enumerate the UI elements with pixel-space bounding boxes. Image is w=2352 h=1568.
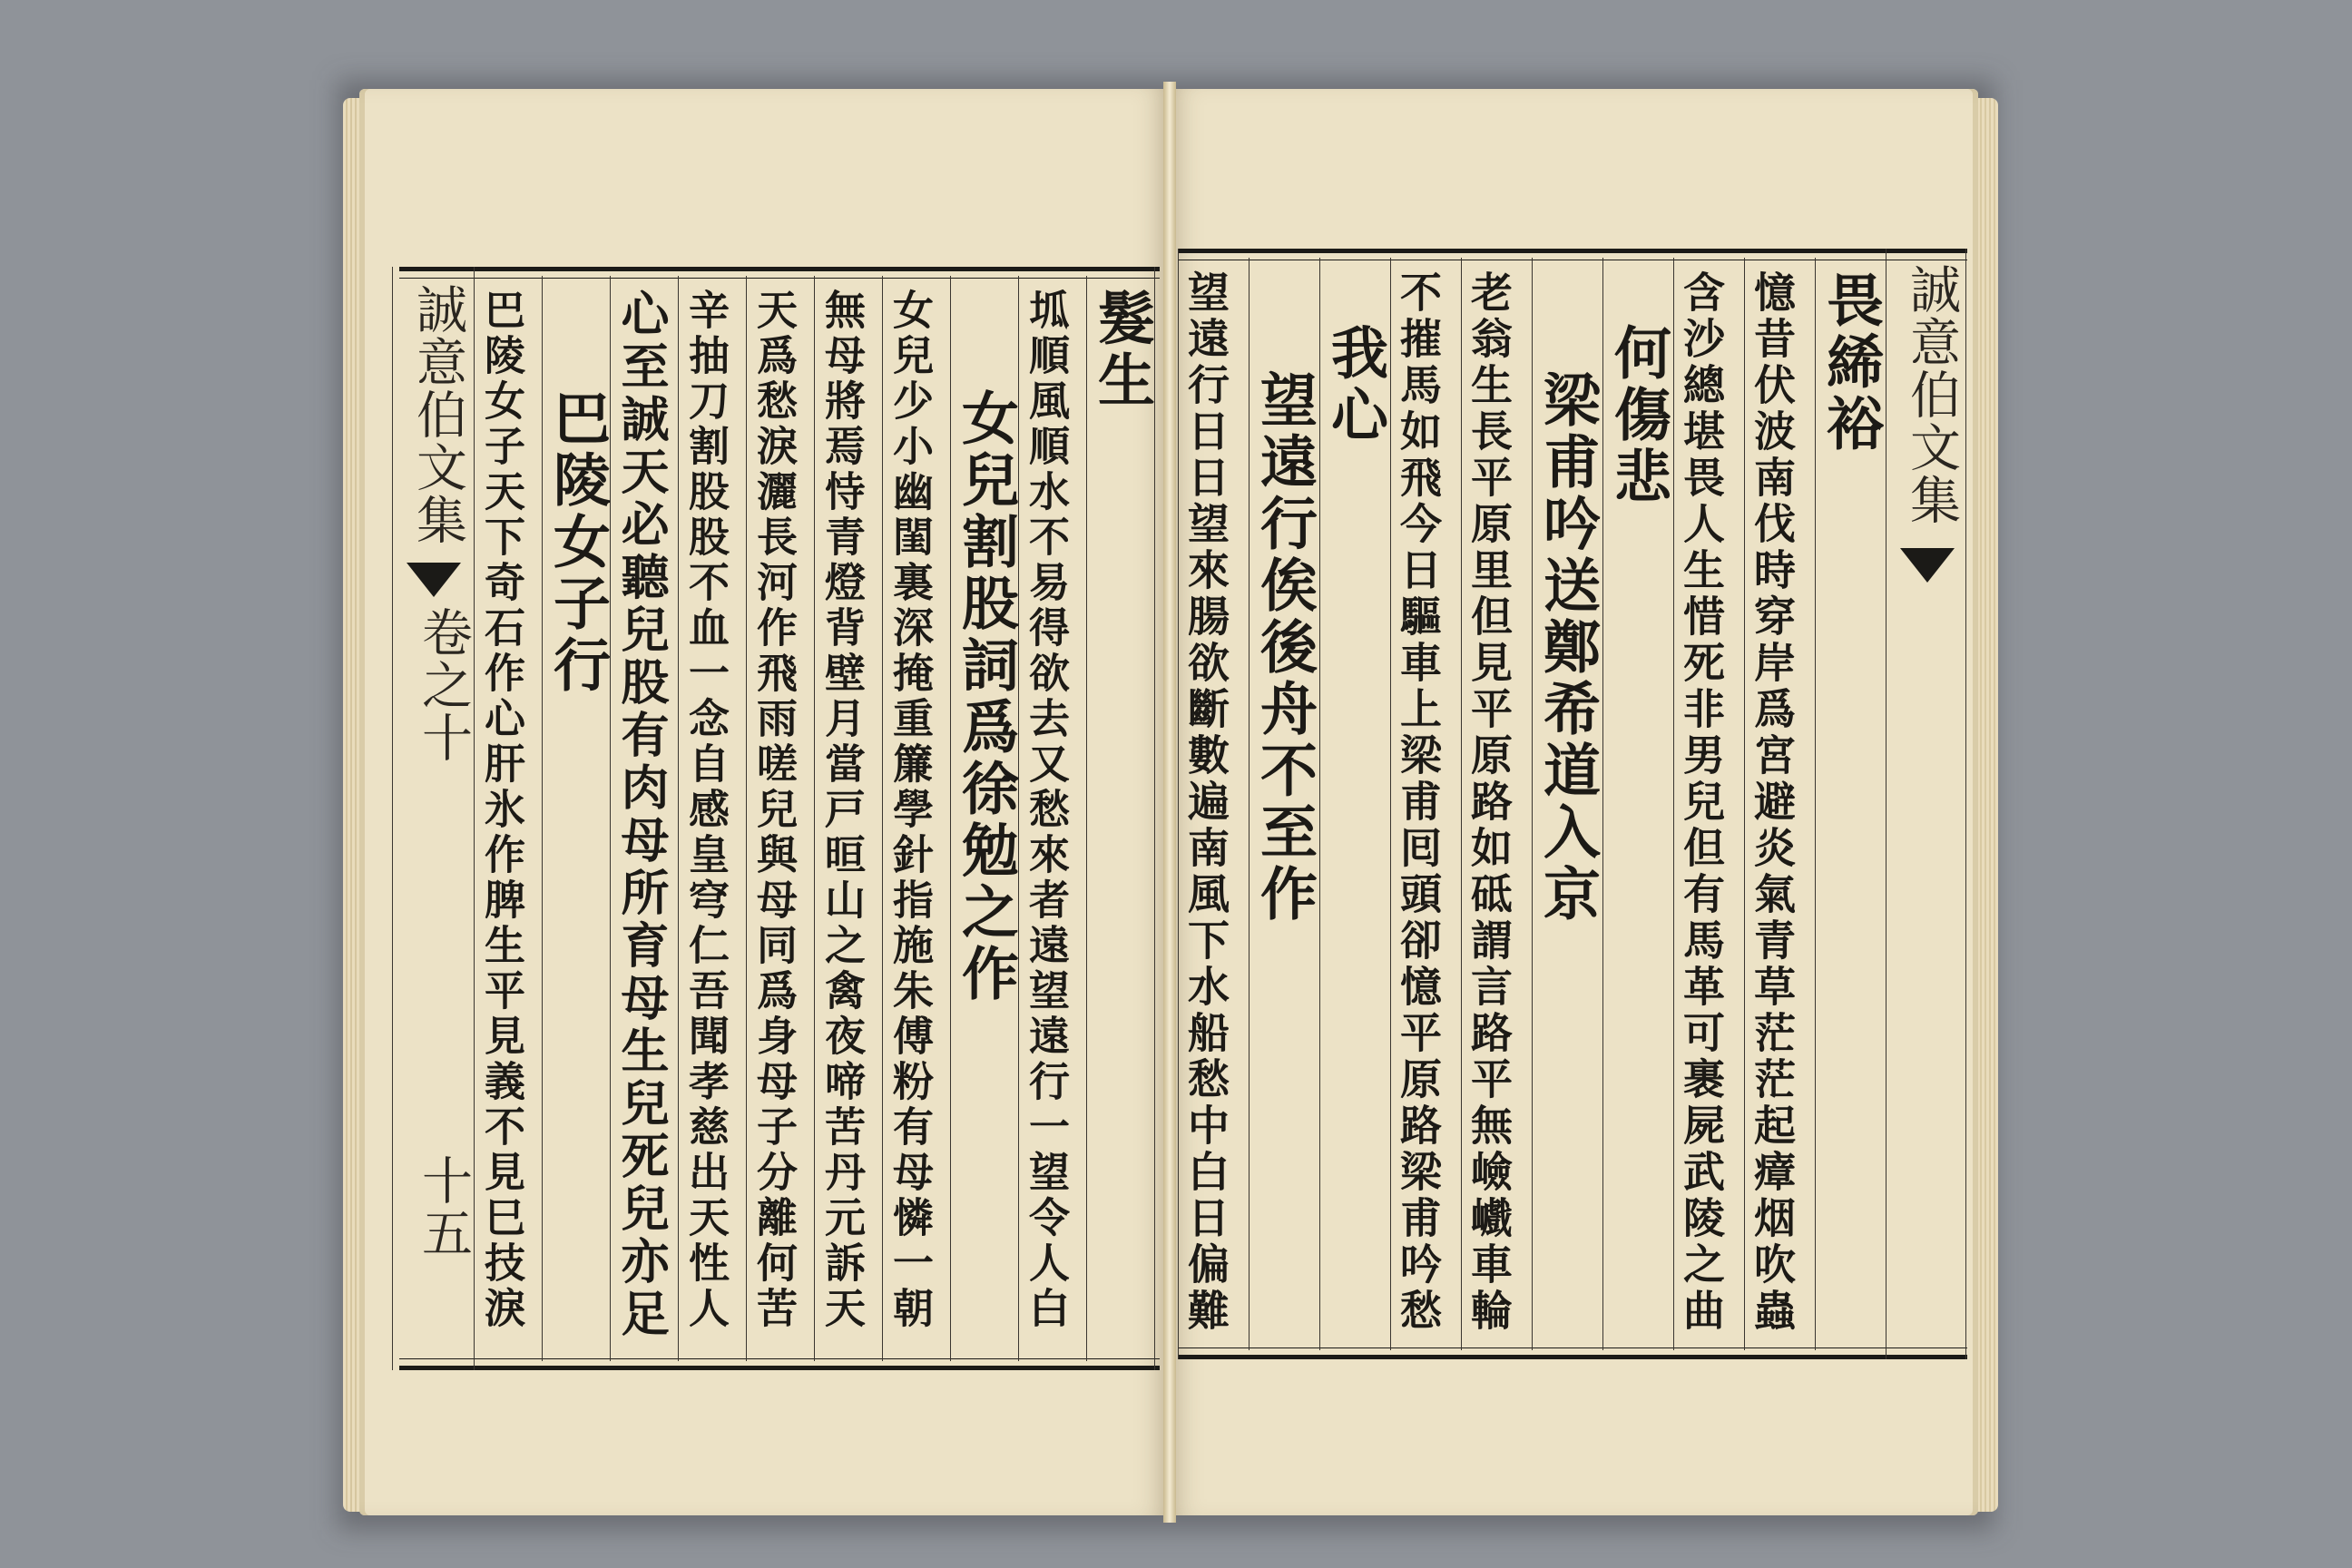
text-column: 坬順風順水不易得欲去又愁來者遠望遠行一望令人白	[1022, 289, 1070, 1332]
fish-tail-mark-left	[407, 563, 461, 597]
text-column: 畏絺裕	[1818, 270, 1885, 456]
left-frame-edge	[1154, 267, 1155, 1370]
column-rule	[1390, 258, 1391, 1350]
column-rule	[882, 276, 883, 1361]
text-column: 心至誠天必聽兒股有肉母所育母生兒死兒亦足	[613, 289, 670, 1341]
text-column: 我心	[1322, 323, 1389, 446]
left-margin-title: 誠意伯文集	[408, 283, 467, 546]
column-rule	[1602, 258, 1603, 1350]
text-column: 梁甫吟送鄭希道入京	[1534, 370, 1602, 926]
column-rule	[814, 276, 815, 1361]
text-column: 辛抽刀割股股不血一念自感皇穹仁吾聞孝慈出天性人	[681, 289, 730, 1332]
text-column: 巴陵女子天下奇石作心肝氷作脾生平見義不見巳技淚	[477, 289, 525, 1332]
text-column: 天爲愁淚灑長河作飛雨嗟兒與母同爲身母子分離何苦	[750, 289, 798, 1332]
text-column: 不摧馬如飛今日驅車上梁甫囘頭卻憶平原路梁甫吟愁	[1394, 270, 1443, 1335]
text-column: 憶昔伏波南伐時穿岸爲宮避炎氣青草茫茫起瘴烟吹蟲	[1748, 270, 1797, 1335]
column-rule	[542, 276, 543, 1361]
column-rule	[678, 276, 679, 1361]
left-margin-volume: 卷之十	[414, 606, 473, 764]
text-column: 望遠行日日望來腸欲斷數遍南風下水船愁中白日偏難	[1181, 270, 1230, 1335]
text-column: 含沙總堪畏人生惜死非男兒但有馬革可裹屍武陵之曲	[1677, 270, 1726, 1335]
column-rule	[1532, 258, 1533, 1350]
text-column: 何傷悲	[1605, 323, 1672, 508]
text-column: 老翁生長平原里但見平原路如砥謂言路平無嶮巇車輪	[1465, 270, 1514, 1335]
column-rule	[746, 276, 747, 1361]
left-outer-line	[392, 267, 393, 1370]
text-column: 女兒割股詞爲徐勉之作	[953, 388, 1020, 1005]
text-column: 髮生	[1089, 289, 1156, 412]
column-rule	[1673, 258, 1674, 1350]
fish-tail-mark-right	[1900, 548, 1955, 583]
text-column: 巴陵女子行	[544, 388, 612, 697]
column-rule	[1744, 258, 1745, 1350]
text-column: 女兒少小幽閨裏深掩重簾學針指施朱傅粉有母憐一朝	[886, 289, 934, 1332]
column-rule	[1461, 258, 1462, 1350]
column-rule	[950, 276, 951, 1361]
column-rule	[1249, 258, 1250, 1350]
column-rule	[1319, 258, 1320, 1350]
right-frame-edge	[1178, 249, 1179, 1359]
left-margin-page-number: 十五	[414, 1154, 473, 1259]
right-margin-title: 誠意伯文集	[1902, 263, 1961, 526]
text-column: 無母將焉恃青燈背壁月當戸晅山之禽夜啼苦丹元訴天	[818, 289, 866, 1332]
text-column: 望遠行俟後舟不至作	[1251, 370, 1318, 926]
book-spine	[1163, 82, 1176, 1523]
column-rule	[1086, 276, 1087, 1361]
column-rule	[1815, 258, 1816, 1350]
